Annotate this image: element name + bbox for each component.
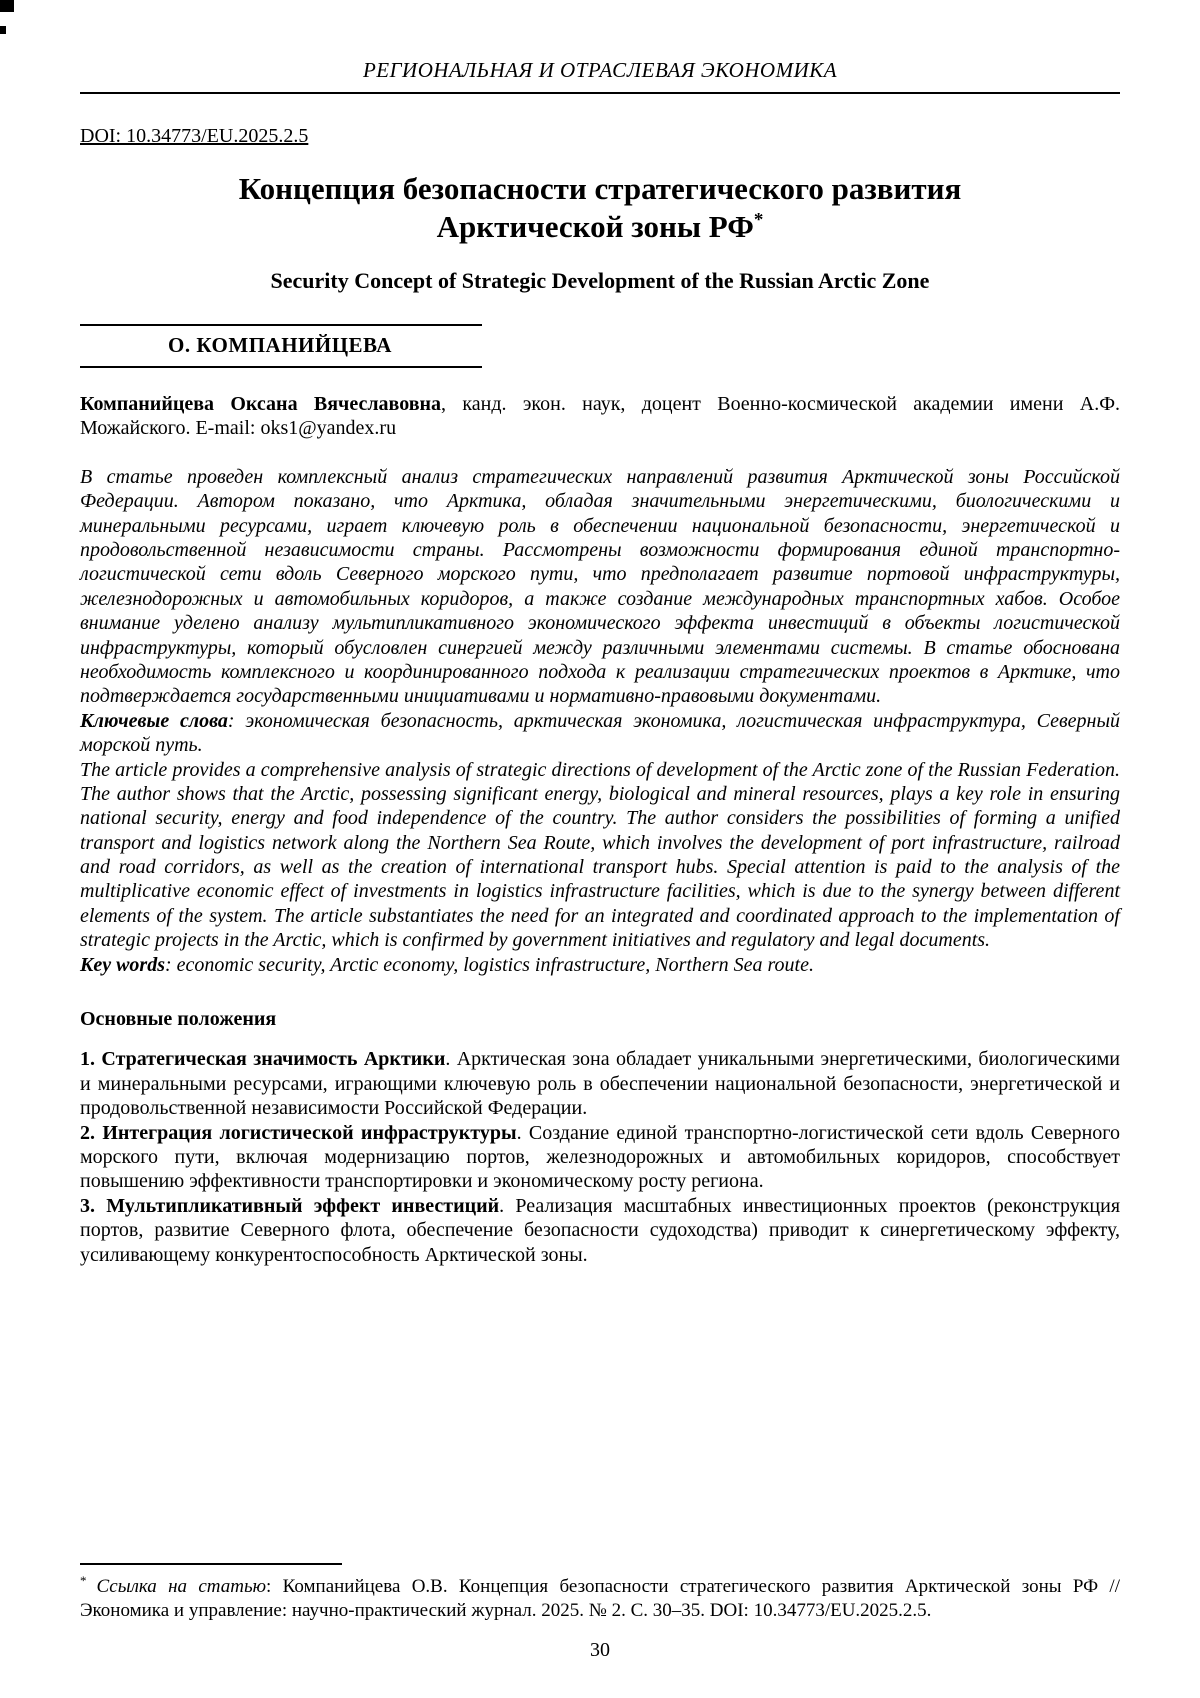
article-title-ru — [80, 170, 1120, 246]
author-rule-bottom — [80, 366, 482, 368]
running-head-rule — [80, 58, 1120, 94]
point-3-text: . Реализация масштабных инвестиционных проектов (реконструкция портов, развитие Северного флота, обеспечение безопасности судоходства) приводит к синергетическому эффекту, усиливающему конкурентоспособность Арктической зоны. — [80, 1194, 1121, 1266]
keywords-ru — [80, 709, 1120, 758]
abstract-ru: В статье проведен комплексный анализ стратегических направлений развития Арктической зоны Российской Федерации. Автором показано, что Арктика, обладая значительными энергетическими, биологическими и минеральными ресурсами, играет ключевую роль в обеспечении национальной безопасности, энергетической и продовольственной независимости страны. Рассмотрены возможности формирования единой транспортно-логистической сети вдоль Северного морского пути, что предполагает развитие портовой инфраструктуры, железнодорожных и автомобильных коридоров, а также создание международных транспортных хабов. Особое внимание уделено анализу мультипликативного экономического эффекта инвестиций в объекты логистической инфраструктуры, который обусловлен синергией между различными элементами системы. В статье обоснована необходимость комплексного и координированного подхода к реализации стратегических проектов в Арктике, что подтверждается государственными инициативами и нормативно-правовыми документами. — [80, 465, 1120, 708]
point-1-text: . Арктическая зона обладает уникальными энергетическими, биологическими и минеральными ресурсами, играющими ключевую роль в обеспечении национальной безопасности, энергетической и продовольственной независимости Российской Федерации. — [80, 1048, 1120, 1120]
page-number: 30 — [590, 1638, 610, 1661]
abstract-en: The article provides a comprehensive analysis of strategic directions of development of the Arctic zone of the Russian Federation. The author shows that the Arctic, possessing significant energy, biological and mineral resources, plays a key role in ensuring national security, energy and food independence of the country. The author considers the possibilities of forming a unified transport and logistics network along the Northern Sea Route, which involves the development of port infrastructure, railroad and road corridors, as well as the creation of international transport hubs. Special attention is paid to the analysis of the multiplicative economic effect of investments in logistics infrastructure facilities, which is due to the synergy between different elements of the system. The article substantiates the need for an integrated and coordinated approach to the implementation of strategic projects in the Arctic, which is confirmed by government initiatives and regulatory and legal documents. — [80, 758, 1120, 952]
keywords-ru-text: : экономическая безопасность, арктическая экономика, логистическая инфраструктура, Северный морской путь. — [80, 709, 1121, 757]
author-block — [80, 324, 1120, 368]
title-line2: Арктической зоны РФ — [436, 208, 754, 244]
article-title-en: Security Concept of Strategic Development of the Russian Arctic Zone — [270, 267, 930, 293]
main-points-heading: Основные положения — [80, 1008, 277, 1031]
doi: DOI: 10.34773/EU.2025.2.5 — [80, 124, 309, 147]
footnote-lead: Ссылка на статью — [96, 1575, 267, 1597]
keywords-en-text: : economic security, Arctic economy, logistics infrastructure, Northern Sea route. — [165, 953, 814, 976]
keywords-en-label: Key words — [80, 953, 165, 976]
main-point-3 — [80, 1194, 1120, 1267]
point-1-lead: 1. Стратегическая значимость Арктики — [80, 1048, 446, 1071]
main-point-2 — [80, 1121, 1120, 1194]
footnote-rest: : Компанийцева О.В. Концепция безопасности стратегического развития Арктической зоны РФ // Экономика и управление: научно-практический журнал. 2025. № 2. С. 30–35. DOI: 10.34773/EU.2025.2.5. — [80, 1575, 1120, 1622]
main-points-list — [80, 1047, 1120, 1267]
footnote-rule — [80, 1563, 342, 1565]
affiliation-text: , канд. экон. наук, доцент Военно-космической академии имени А.Ф. Можайского. E-mail: oks1@yandex.ru — [80, 393, 1120, 440]
point-2-text: . Создание единой транспортно-логистической сети вдоль Северного морского пути, включая модернизацию портов, железнодорожных и автомобильных коридоров, способствует повышению эффективности транспортировки и экономическому росту региона. — [80, 1121, 1120, 1193]
author-name: О. КОМПАНИЙЦЕВА — [168, 333, 392, 358]
scan-artifact — [0, 0, 14, 12]
keywords-en — [80, 953, 1120, 977]
scan-artifact — [0, 26, 6, 34]
running-head: РЕГИОНАЛЬНАЯ И ОТРАСЛЕВАЯ ЭКОНОМИКА — [362, 58, 838, 82]
footnote-block — [80, 1563, 1120, 1624]
author-affiliation — [80, 392, 1120, 441]
author-full-name: Компанийцева Оксана Вячеславовна — [80, 393, 442, 416]
point-3-lead: 3. Мультипликативный эффект инвестиций — [80, 1194, 500, 1217]
footnote-marker: * — [80, 1572, 87, 1588]
footnote-text — [80, 1572, 1120, 1624]
main-point-1 — [80, 1047, 1120, 1120]
title-footnote-marker: * — [753, 209, 764, 231]
keywords-ru-label: Ключевые слова — [80, 709, 228, 732]
title-line1: Концепция безопасности стратегического развития — [238, 171, 962, 206]
point-2-lead: 2. Интеграция логистической инфраструктуры — [80, 1121, 517, 1144]
